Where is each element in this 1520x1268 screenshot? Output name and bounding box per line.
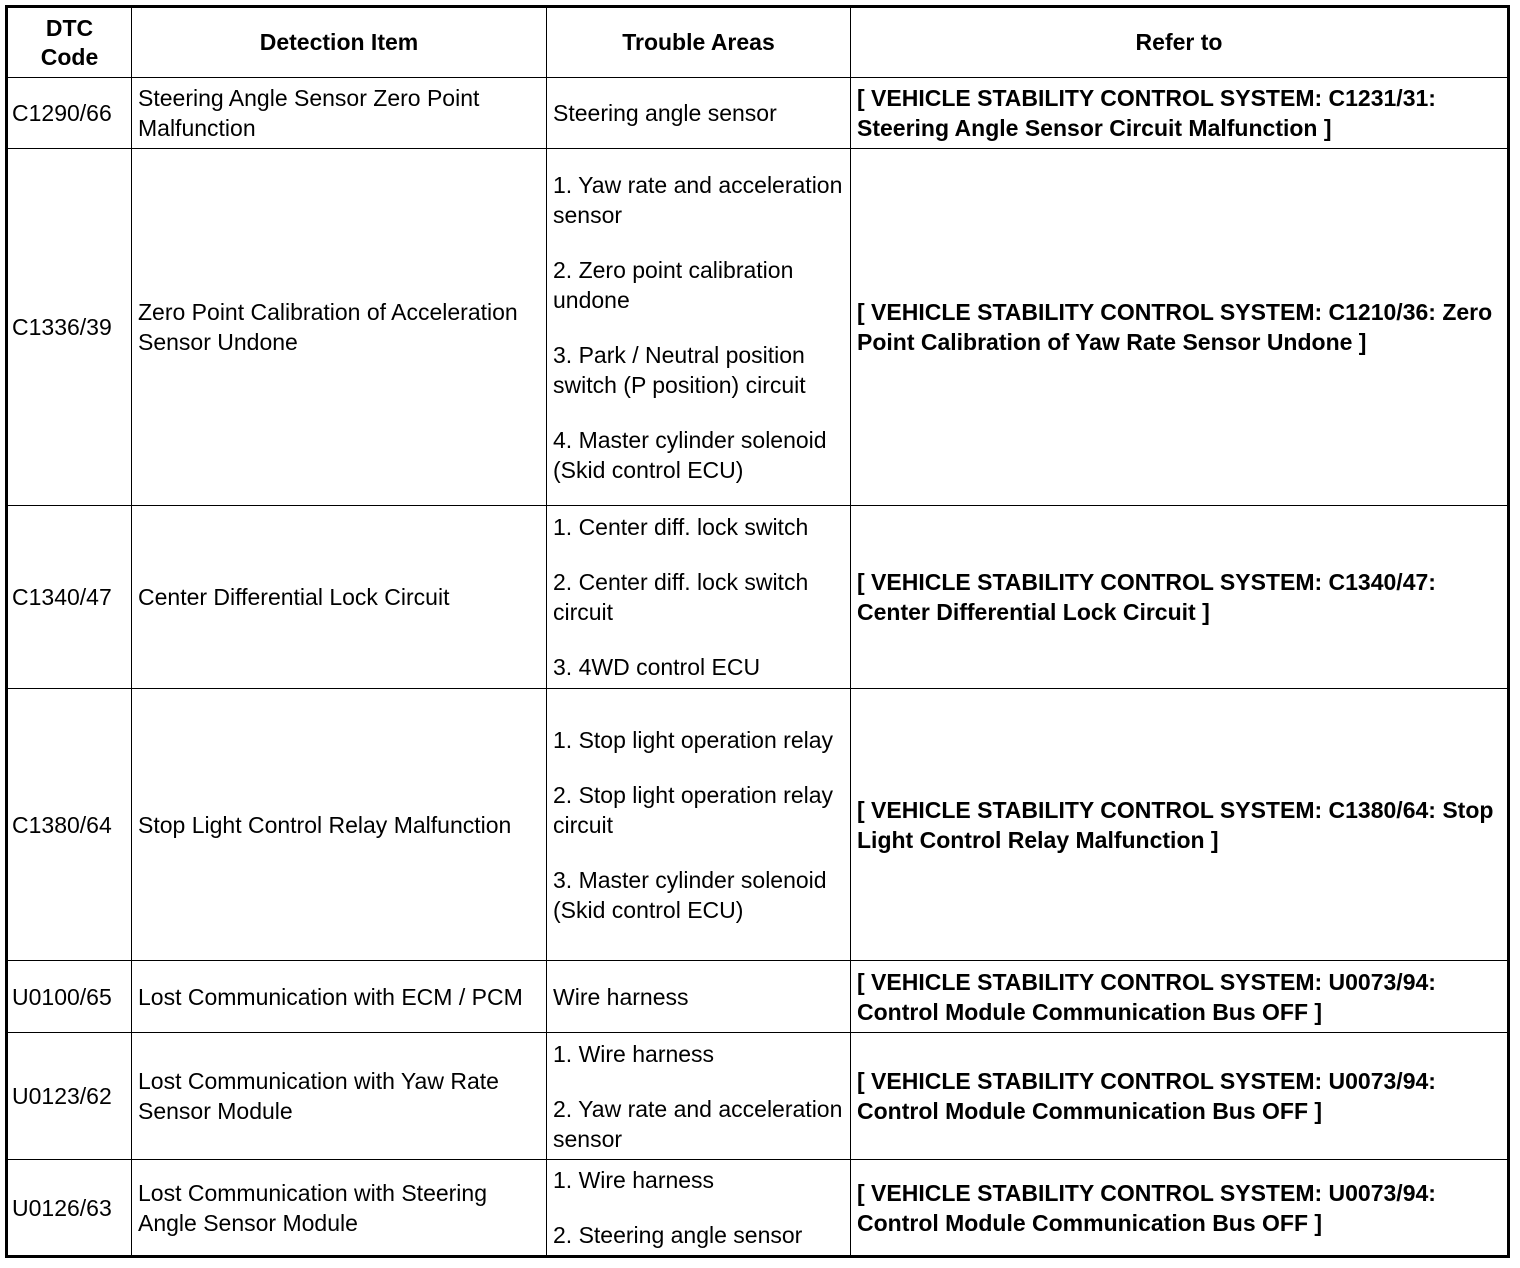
dtc-code-cell: C1340/47 [7, 506, 132, 689]
table-row [7, 1160, 1509, 1257]
trouble-areas-cell [547, 1160, 851, 1257]
header-refer-to: Refer to [851, 7, 1509, 78]
trouble-area-item: 2. Center diff. lock switch circuit [553, 569, 809, 625]
detection-item-cell: Lost Communication with Steering Angle Sensor Module [132, 1160, 547, 1257]
trouble-area-item: 2. Yaw rate and acceleration sensor [553, 1095, 843, 1152]
table-row [7, 961, 1509, 1033]
refer-to-cell: [ VEHICLE STABILITY CONTROL SYSTEM: C1340/47: Center Differential Lock Circuit ] [851, 506, 1509, 689]
table-row [7, 689, 1509, 961]
trouble-area-item: 3. 4WD control ECU [553, 654, 761, 680]
table-row [7, 506, 1509, 689]
detection-item-cell: Lost Communication with ECM / PCM [132, 961, 547, 1033]
trouble-area-item: Steering angle sensor [553, 100, 777, 126]
trouble-areas-cell [547, 506, 851, 689]
refer-to-cell: [ VEHICLE STABILITY CONTROL SYSTEM: U0073/94: Control Module Communication Bus OFF ] [851, 961, 1509, 1033]
header-dtc-label: DTC Code [40, 14, 99, 70]
dtc-code-cell: C1380/64 [7, 689, 132, 961]
table-row [7, 78, 1509, 149]
table-row [7, 149, 1509, 506]
trouble-areas-cell [547, 78, 851, 149]
dtc-code-cell: C1290/66 [7, 78, 132, 149]
header-dtc-code [7, 7, 132, 78]
trouble-area-item: 2. Stop light operation relay circuit [553, 781, 834, 838]
refer-to-cell: [ VEHICLE STABILITY CONTROL SYSTEM: C1210/36: Zero Point Calibration of Yaw Rate Sensor Undone ] [851, 149, 1509, 506]
detection-item-cell: Zero Point Calibration of Acceleration Sensor Undone [132, 149, 547, 506]
dtc-code-cell: U0123/62 [7, 1033, 132, 1160]
trouble-area-item: 4. Master cylinder solenoid (Skid control ECU) [553, 426, 827, 483]
header-detection-item: Detection Item [132, 7, 547, 78]
dtc-code-cell: U0100/65 [7, 961, 132, 1033]
trouble-area-item: 1. Wire harness [553, 1167, 715, 1193]
dtc-table [5, 5, 1510, 1258]
trouble-area-item: 3. Park / Neutral position switch (P position) circuit [553, 341, 806, 398]
header-trouble-areas: Trouble Areas [547, 7, 851, 78]
refer-to-cell: [ VEHICLE STABILITY CONTROL SYSTEM: U0073/94: Control Module Communication Bus OFF ] [851, 1160, 1509, 1257]
refer-to-cell: [ VEHICLE STABILITY CONTROL SYSTEM: U0073/94: Control Module Communication Bus OFF ] [851, 1033, 1509, 1160]
refer-to-cell: [ VEHICLE STABILITY CONTROL SYSTEM: C1380/64: Stop Light Control Relay Malfunction ] [851, 689, 1509, 961]
trouble-areas-cell [547, 1033, 851, 1160]
detection-item-cell: Steering Angle Sensor Zero Point Malfunction [132, 78, 547, 149]
trouble-areas-cell [547, 149, 851, 506]
trouble-areas-cell [547, 961, 851, 1033]
trouble-area-item: 3. Master cylinder solenoid (Skid control ECU) [553, 866, 827, 923]
detection-item-cell: Center Differential Lock Circuit [132, 506, 547, 689]
header-row [7, 7, 1509, 78]
trouble-area-item: 2. Zero point calibration undone [553, 256, 794, 313]
trouble-areas-cell [547, 689, 851, 961]
trouble-area-item: 2. Steering angle sensor [553, 1222, 803, 1248]
detection-item-cell: Stop Light Control Relay Malfunction [132, 689, 547, 961]
trouble-area-item: 1. Stop light operation relay [553, 726, 834, 753]
trouble-area-item: 1. Yaw rate and acceleration sensor [553, 171, 843, 228]
dtc-code-cell: C1336/39 [7, 149, 132, 506]
detection-item-cell: Lost Communication with Yaw Rate Sensor Module [132, 1033, 547, 1160]
dtc-table-container [5, 5, 1510, 1258]
trouble-area-item: 1. Center diff. lock switch [553, 514, 809, 540]
trouble-area-item: 1. Wire harness [553, 1040, 715, 1067]
table-row [7, 1033, 1509, 1160]
trouble-area-item: Wire harness [553, 983, 689, 1010]
refer-to-cell: [ VEHICLE STABILITY CONTROL SYSTEM: C1231/31: Steering Angle Sensor Circuit Malfunction ] [851, 78, 1509, 149]
dtc-code-cell: U0126/63 [7, 1160, 132, 1257]
